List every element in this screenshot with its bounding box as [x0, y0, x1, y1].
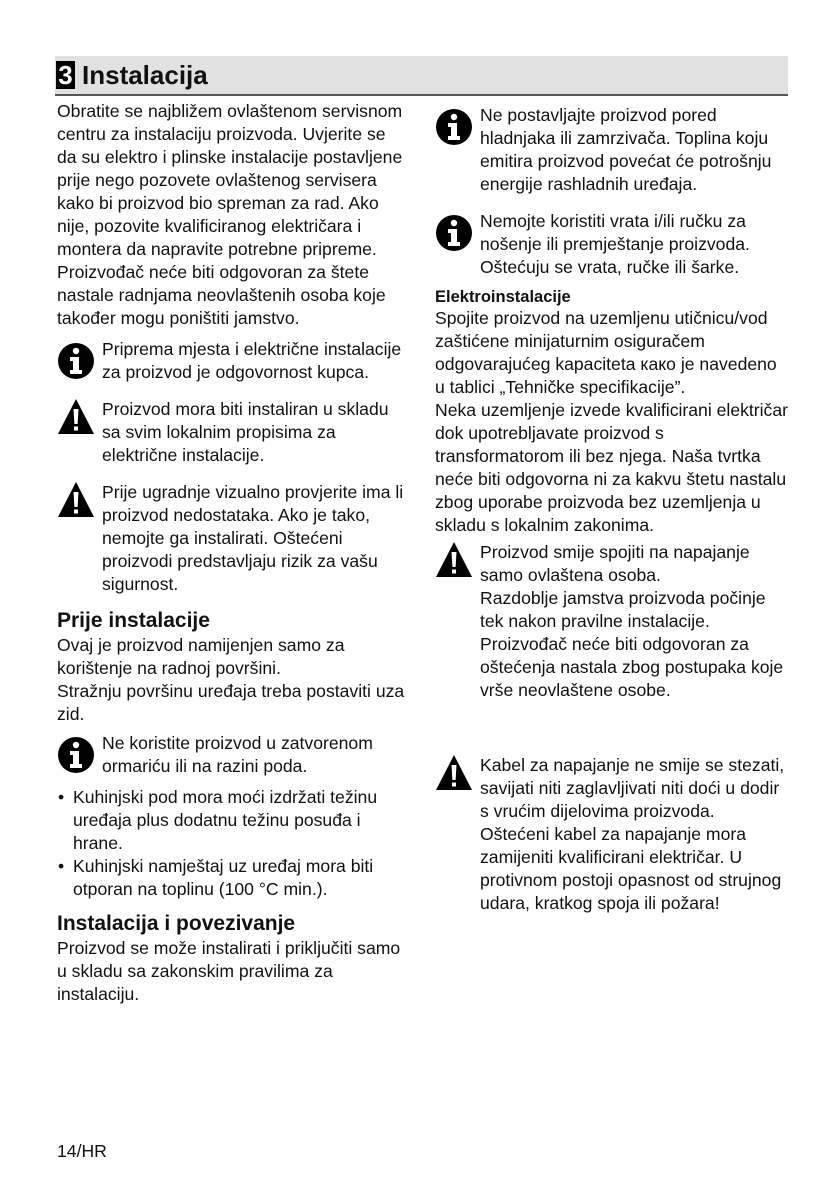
warning-note-text: Razdoblje jamstva proizvoda počinje tek nakon pravilne instalacije. — [480, 588, 766, 631]
list-item: • Kuhinjski pod mora moći izdržati težinu uređaja plus dodatnu težinu posuđa i hrane. — [57, 786, 407, 855]
requirements-list — [57, 786, 407, 901]
info-note-refrigerator — [435, 104, 789, 196]
warning-icon — [57, 481, 95, 519]
info-icon — [57, 342, 95, 380]
warning-icon — [435, 754, 473, 792]
warning-icon — [435, 541, 473, 579]
warning-note-text: Proizvođač neće biti odgovoran za oštećenja nastala zbog postupaka koje vrše neovlaštene osobe. — [480, 634, 784, 700]
warning-note-local-regulations — [57, 398, 407, 467]
warning-note-text: Kabel za napajanje ne smije se stezati, savijati niti zaglavljivati niti doći u dodir s vrućim dijelovima proizvoda. — [480, 755, 785, 821]
warning-note-authorized-connection — [435, 541, 789, 702]
right-column — [435, 104, 789, 915]
before-installation-text-2: Stražnju površinu uređaja treba postaviti uza zid. — [57, 681, 405, 724]
warning-note-text: Proizvod smije spojiti па napajanje samo ovlaštena osoba. — [480, 542, 750, 585]
page-number: 14/HR — [57, 1141, 107, 1161]
list-item: • Kuhinjski namještaj uz uređaj mora biti otporan na toplinu (100 °C min.). — [57, 855, 407, 901]
warning-note-visual-check — [57, 481, 407, 596]
info-note-text: Ne postavljajte proizvod pored hladnjaka ili zamrzivača. Toplina koju emitira proizvod povećat će potrošnju energije rashladnih uređaja. — [480, 105, 772, 194]
heading-installation-and-connection: Instalacija i povezivanje — [57, 912, 296, 935]
warning-note-power-cable — [435, 754, 789, 915]
section-number: 3 — [56, 61, 75, 89]
info-note-text: Ne koristite proizvod u zatvorenom ormariću ili na razini poda. — [102, 733, 373, 776]
intro-paragraph: Obratite se najbližem ovlaštenom servisnom centru za instalaciju proizvoda. Uvjerite se da su elektro i plinske instalacije postavljene prije nego pozovete ovlaštenog servisera kako bi proizvod bio spreman za rad. Ako nije, pozovite kvalificiranog električara i montera da napravite potrebne pripreme. Proizvođač neće biti odgovoran za štete nastale radnjama neovlaštenih osoba koje također mogu poništiti jamstvo. — [57, 101, 403, 328]
electrical-text: Spojite proizvod na uzemljenu utičnicu/vod zaštićene minijaturnim osiguračem odgovarajućeg kapaciteta како je navedeno u tablici „Tehničke specifikacije”. — [435, 308, 777, 397]
info-icon — [57, 736, 95, 774]
left-column — [57, 100, 407, 1006]
warning-note-text: Proizvod mora biti instaliran u skladu sa svim lokalnim propisima za električne instalacije. — [102, 399, 389, 465]
info-note-closed-cabinet — [57, 732, 407, 778]
info-icon — [435, 214, 473, 252]
info-note-text: Priprema mjesta i električne instalacije za proizvod je odgovornost kupca. — [102, 339, 402, 382]
heading-before-installation: Prije instalacije — [57, 609, 210, 632]
section-header — [55, 56, 788, 96]
installation-text: Proizvod se može instalirati i priključiti samo u skladu sa zakonskim pravilima za instalaciju. — [57, 938, 401, 1004]
warning-note-text: Prije ugradnje vizualno provjerite ima li proizvod nedostataka. Ako je tako, nemojte ga instalirati. Oštećeni proizvodi predstavljaju rizik za vašu sigurnost. — [102, 482, 404, 594]
section-title: Instalacija — [82, 60, 208, 90]
info-note-text: Nemojte koristiti vrata i/ili ručku za nošenje ili premještanje proizvoda. Oštećuju se vrata, ručke ili šarke. — [480, 211, 750, 277]
heading-electrical-installation: Elektroinstalacije — [435, 288, 571, 306]
electrical-text-2: Neka uzemljenje izvede kvalificirani električar dok upotrebljavate proizvod s transformatorom ili bez njega. Naša tvrtka neće biti odgovorna ni za kakvu štetu nastalu zbog uporabe proizvoda bez uzemljenja u skladu s lokalnim zakonima. — [435, 400, 788, 535]
before-installation-text: Ovaj je proizvod namijenjen samo za korištenje na radnoj površini. — [57, 635, 345, 678]
warning-icon — [57, 398, 95, 436]
warning-note-text: Oštećeni kabel za napajanje mora zamijeniti kvalificirani električar. U protivnom postoji opasnost od strujnog udara, kratkog spoja ili požara! — [480, 824, 782, 913]
info-note-door-handle — [435, 210, 789, 279]
info-note-site-preparation — [57, 338, 407, 384]
info-icon — [435, 108, 473, 146]
